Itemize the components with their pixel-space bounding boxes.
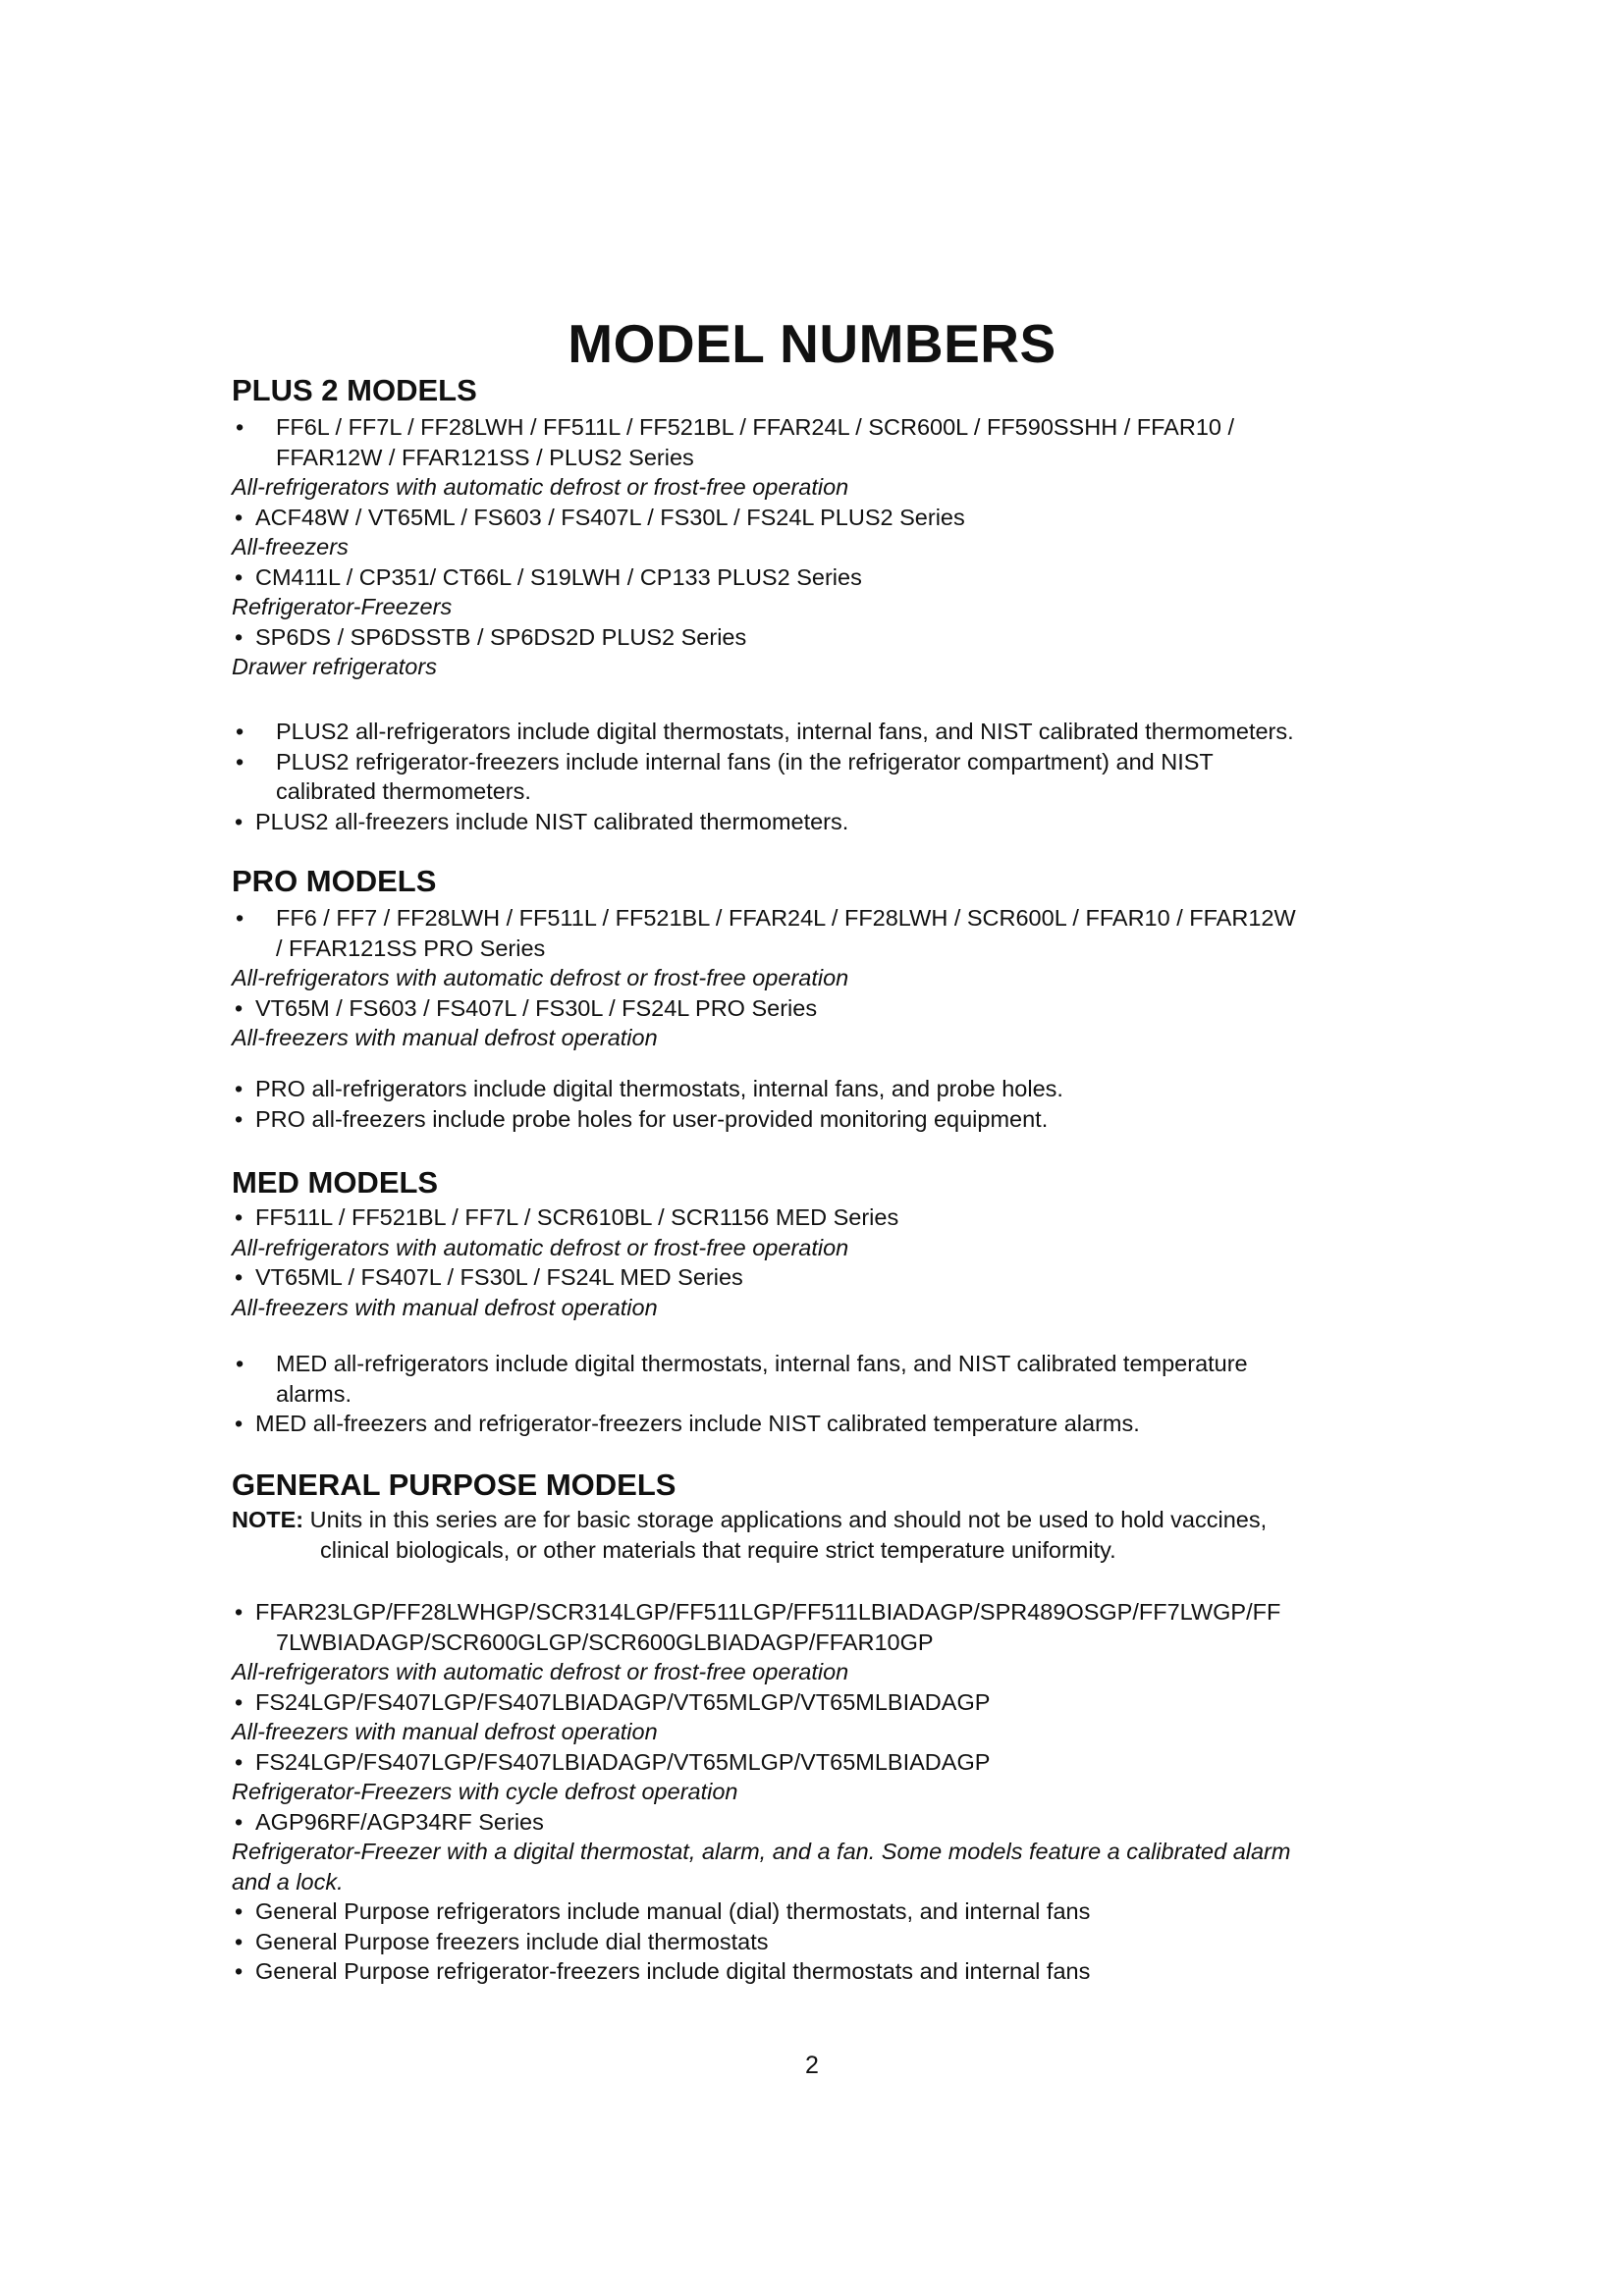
feature-text: General Purpose refrigerators include manual (dial) thermostats, and internal fans [255,1898,1091,1924]
bullet-icon: • [235,1076,244,1101]
feature-item [232,807,1410,837]
bullet-icon: • [235,1808,244,1835]
bullet-icon: • [236,905,244,931]
bullet-icon: • [235,1898,244,1924]
bullet-icon: • [235,1688,244,1715]
model-list: FFAR23LGP/FF28LWHGP/SCR314LGP/FF511LGP/FF511LBIADAGP/SPR489OSGP/FF7LWGP/FF [255,1599,1281,1625]
bullet-icon: • [235,623,244,650]
feature-text-cont: calibrated thermometers. [276,778,531,804]
item-description: Refrigerator-Freezers with cycle defrost operation [232,1779,738,1804]
page-title: MODEL NUMBERS [568,313,1056,374]
model-list-cont: 7LWBIADAGP/SCR600GLGP/SCR600GLBIADAGP/FFAR10GP [276,1629,934,1655]
item-description: Refrigerator-Freezer with a digital thermostat, alarm, and a fan. Some models feature a calibrated alarm [232,1839,1291,1864]
list-item [232,1262,1410,1293]
item-description: All-refrigerators with automatic defrost or frost-free operation [232,965,849,990]
bullet-icon: • [235,1958,244,1984]
bullet-icon: • [235,1105,244,1132]
list-item [232,1202,1410,1233]
feature-text: PLUS2 all-freezers include NIST calibrated thermometers. [255,808,849,834]
gp-model-list [232,1597,1410,1987]
item-description: All-freezers [232,534,349,560]
model-list: VT65ML / FS407L / FS30L / FS24L MED Series [255,1264,743,1290]
feature-text: MED all-refrigerators include digital thermostats, internal fans, and NIST calibrated temperature [276,1351,1248,1376]
list-item [232,993,1410,1024]
feature-item [232,1896,1410,1927]
bullet-icon: • [236,414,244,440]
feature-item [232,1409,1410,1439]
item-description-cont: and a lock. [232,1868,344,1895]
model-list: FS24LGP/FS407LGP/FS407LBIADAGP/VT65MLGP/VT65MLBIADAGP [255,1688,991,1715]
model-list-cont: / FFAR121SS PRO Series [276,934,546,961]
feature-item [232,1349,1410,1409]
model-list: FF511L / FF521BL / FF7L / SCR610BL / SCR1156 MED Series [255,1204,899,1230]
feature-item [232,1074,1410,1104]
bullet-icon: • [235,1411,244,1436]
bullet-icon: • [235,1204,244,1230]
model-list: FS24LGP/FS407LGP/FS407LBIADAGP/VT65MLGP/VT65MLBIADAGP [255,1748,991,1775]
section-heading: MED MODELS [232,1165,439,1200]
bullet-icon: • [235,808,244,834]
section-heading: PLUS 2 MODELS [232,373,477,407]
list-item [232,412,1410,472]
bullet-icon: • [236,748,244,774]
bullet-icon: • [236,1351,244,1376]
feature-text: General Purpose freezers include dial thermostats [255,1928,769,1954]
item-description: All-freezers with manual defrost operation [232,1025,658,1050]
item-description: Drawer refrigerators [232,654,437,679]
section-plus2-models [232,373,1410,682]
section-general-purpose-models [232,1468,1410,1565]
note-text-cont: clinical biologicals, or other materials that require strict temperature uniformity. [320,1536,1116,1563]
model-list: FF6 / FF7 / FF28LWH / FF511L / FF521BL / FFAR24L / FF28LWH / SCR600L / FFAR10 / FFAR12W [276,905,1296,931]
bullet-icon: • [235,504,244,530]
list-item [232,1597,1410,1628]
feature-text: PRO all-freezers include probe holes for user-provided monitoring equipment. [255,1105,1049,1132]
item-description: All-refrigerators with automatic defrost or frost-free operation [232,1234,849,1260]
model-list: FF6L / FF7L / FF28LWH / FF511L / FF521BL / FFAR24L / SCR600L / FF590SSHH / FFAR10 / [276,414,1235,440]
model-list: VT65M / FS603 / FS407L / FS30L / FS24L PRO Series [255,994,818,1021]
model-list: AGP96RF/AGP34RF Series [255,1808,544,1835]
feature-item [232,1927,1410,1957]
list-item [232,562,1410,593]
feature-text: PRO all-refrigerators include digital thermostats, internal fans, and probe holes. [255,1076,1063,1101]
section-pro-models [232,864,1410,1053]
feature-item [232,747,1410,807]
page-number: 2 [805,2052,819,2079]
item-description: All-freezers with manual defrost operation [232,1719,658,1744]
list-item [232,622,1410,653]
section-heading: GENERAL PURPOSE MODELS [232,1468,677,1502]
list-item [232,1687,1410,1718]
feature-item [232,1956,1410,1987]
feature-text: General Purpose refrigerator-freezers include digital thermostats and internal fans [255,1958,1091,1984]
bullet-icon: • [235,1264,244,1290]
feature-text-cont: alarms. [276,1380,352,1407]
item-description: All-refrigerators with automatic defrost or frost-free operation [232,1659,849,1684]
list-item [232,1747,1410,1778]
bullet-icon: • [235,563,244,590]
plus2-features [232,717,1410,836]
item-description: All-refrigerators with automatic defrost or frost-free operation [232,474,849,500]
section-heading: PRO MODELS [232,864,437,898]
med-features [232,1349,1410,1439]
note-label: NOTE: [232,1507,304,1532]
pro-features [232,1074,1410,1134]
note-text: Units in this series are for basic storage applications and should not be used to hold vaccines, [309,1507,1268,1532]
section-med-models [232,1165,1410,1322]
item-description: All-freezers with manual defrost operation [232,1294,658,1320]
model-list: SP6DS / SP6DSSTB / SP6DS2D PLUS2 Series [255,623,747,650]
feature-item [232,717,1410,747]
model-list: ACF48W / VT65ML / FS603 / FS407L / FS30L / FS24L PLUS2 Series [255,504,965,530]
feature-text: PLUS2 all-refrigerators include digital thermostats, internal fans, and NIST calibrated thermometers. [276,719,1294,744]
note [232,1505,1410,1535]
feature-item [232,1104,1410,1135]
bullet-icon: • [235,1599,244,1625]
bullet-icon: • [236,719,244,744]
bullet-icon: • [235,1928,244,1954]
feature-text: MED all-freezers and refrigerator-freezers include NIST calibrated temperature alarms. [255,1411,1140,1436]
list-item [232,503,1410,533]
bullet-icon: • [235,1748,244,1775]
model-list-cont: FFAR12W / FFAR121SS / PLUS2 Series [276,444,694,470]
model-list: CM411L / CP351/ CT66L / S19LWH / CP133 PLUS2 Series [255,563,862,590]
item-description: Refrigerator-Freezers [232,594,453,619]
list-item [232,1807,1410,1838]
bullet-icon: • [235,994,244,1021]
list-item [232,903,1410,963]
feature-text: PLUS2 refrigerator-freezers include internal fans (in the refrigerator compartment) and NIST [276,748,1214,774]
